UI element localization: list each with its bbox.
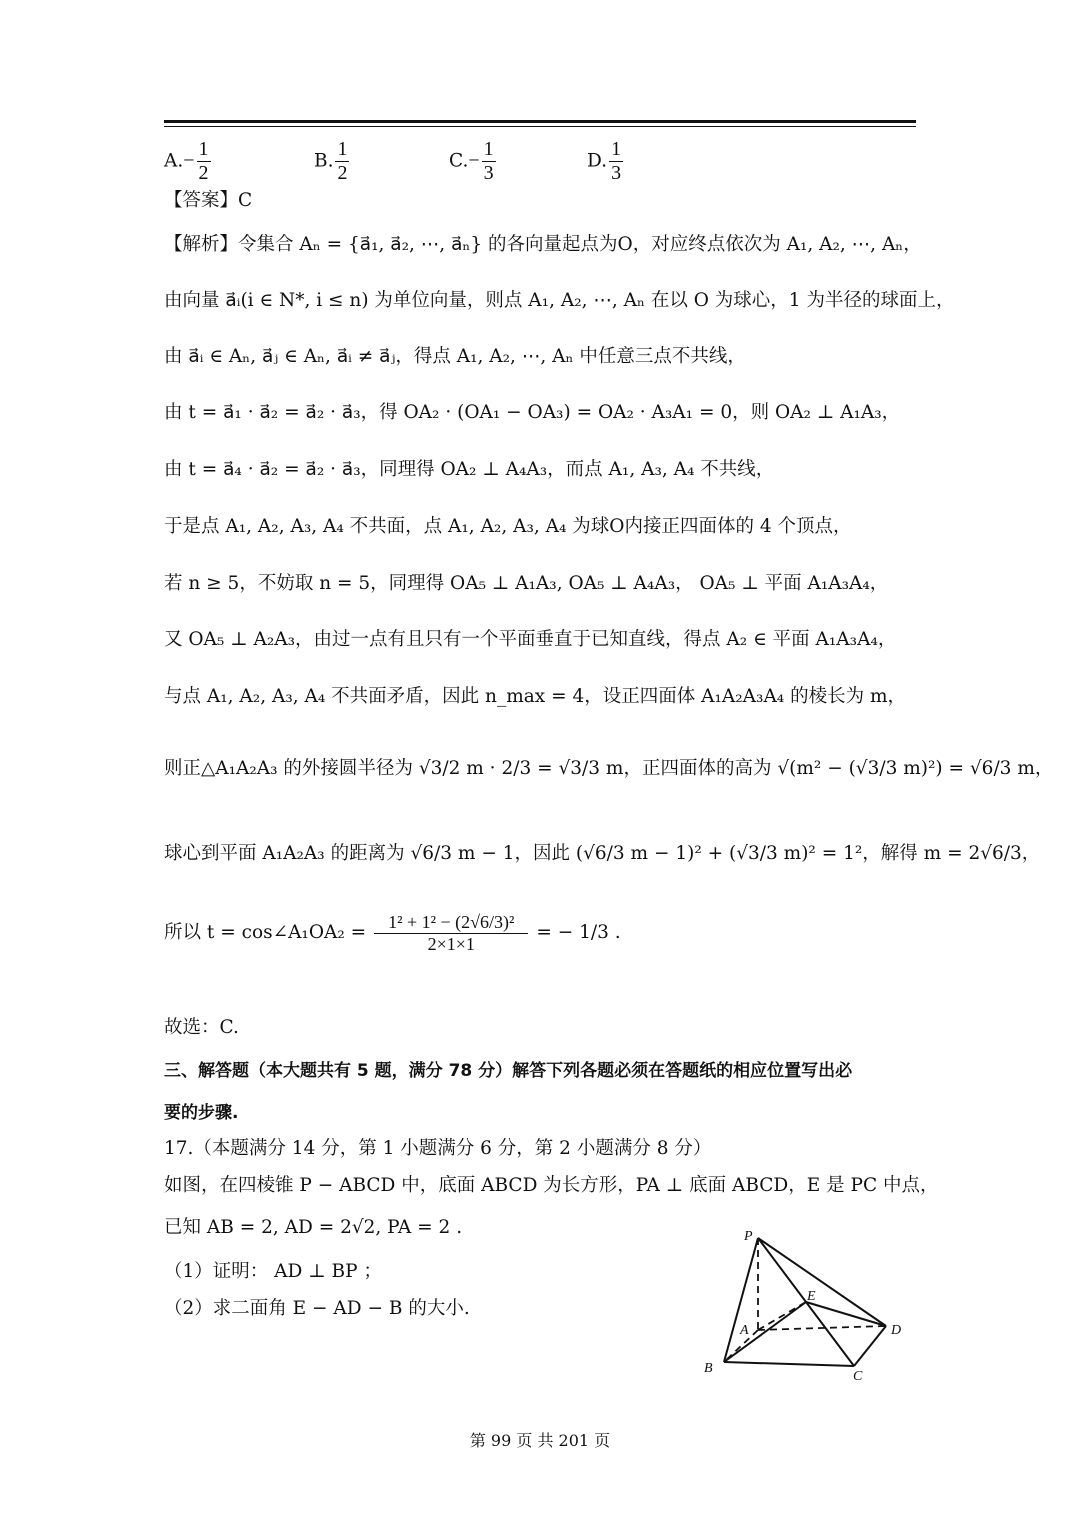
edge-PB bbox=[724, 1238, 758, 1362]
q17-part-1: （1）证明： AD ⊥ BP ； bbox=[164, 1261, 382, 1282]
analysis-line-2: 由向量 a⃗ᵢ(i ∈ N*, i ≤ n) 为单位向量，则点 A₁, A₂, ⋯, Aₙ 在以 O 为球心，1 为半径的球面上， bbox=[164, 290, 955, 311]
choice-a-label: A. bbox=[164, 150, 184, 172]
cos-formula-denominator: 2×1×1 bbox=[427, 933, 475, 954]
cos-formula-suffix: = − 1/3 . bbox=[536, 922, 621, 944]
edge-CD bbox=[854, 1326, 886, 1366]
choice-b-num: 1 bbox=[337, 138, 348, 160]
label-A: A bbox=[740, 1323, 749, 1338]
choice-b-fraction bbox=[335, 138, 349, 185]
analysis-line-11: 球心到平面 A₁A₂A₃ 的距离为 √6/3 m − 1，因此 (√6/3 m − 1)² + (√3/3 m)² = 1²，解得 m = 2√6/3， bbox=[164, 843, 1041, 864]
analysis-line-9: 与点 A₁, A₂, A₃, A₄ 不共面矛盾，因此 n_max = 4，设正四面体 A₁A₂A₃A₄ 的棱长为 m， bbox=[164, 686, 907, 707]
q17-header: 17.（本题满分 14 分，第 1 小题满分 6 分，第 2 小题满分 8 分） bbox=[164, 1138, 712, 1159]
choice-d-label: D. bbox=[587, 150, 608, 172]
choice-b bbox=[314, 138, 351, 185]
edge-ED bbox=[806, 1302, 886, 1326]
choice-c-num: 1 bbox=[483, 138, 494, 160]
choice-a-den: 2 bbox=[198, 162, 209, 184]
choice-a-sign: − bbox=[183, 149, 195, 172]
section-heading-line-1: 三、解答题（本大题共有 5 题，满分 78 分）解答下列各题必须在答题纸的相应位置写出必 bbox=[164, 1061, 853, 1081]
choice-b-den: 2 bbox=[337, 162, 348, 184]
header-rule-thin bbox=[164, 126, 916, 127]
pyramid-figure bbox=[696, 1222, 916, 1382]
edge-AD-hidden bbox=[758, 1326, 886, 1330]
cos-formula-fraction bbox=[374, 912, 528, 954]
analysis-line-6: 于是点 A₁, A₂, A₃, A₄ 不共面，点 A₁, A₂, A₃, A₄ 为球O内接正四面体的 4 个顶点， bbox=[164, 516, 852, 537]
analysis-line-1: 【解析】令集合 Aₙ = {a⃗₁, a⃗₂, ⋯, a⃗ₙ} 的各向量起点为O，对应终点依次为 A₁, A₂, ⋯, Aₙ， bbox=[164, 234, 922, 255]
answer-line: 【答案】C bbox=[164, 190, 253, 211]
choice-a bbox=[164, 138, 213, 185]
edge-BE bbox=[724, 1302, 806, 1362]
analysis-line-7: 若 n ≥ 5，不妨取 n = 5，同理得 OA₅ ⊥ A₁A₃, OA₅ ⊥ A₄A₃， OA₅ ⊥ 平面 A₁A₃A₄， bbox=[164, 573, 889, 594]
choice-c-label: C. bbox=[449, 150, 469, 172]
analysis-line-3: 由 a⃗ᵢ ∈ Aₙ, a⃗ⱼ ∈ Aₙ, a⃗ᵢ ≠ a⃗ⱼ，得点 A₁, A₂, ⋯, Aₙ 中任意三点不共线， bbox=[164, 346, 746, 367]
label-P: P bbox=[744, 1229, 753, 1244]
choice-c-fraction bbox=[482, 138, 496, 185]
section-heading-line-2: 要的步骤. bbox=[164, 1103, 239, 1123]
conclusion-line: 故选：C. bbox=[164, 1017, 239, 1038]
analysis-line-12 bbox=[164, 912, 621, 954]
choice-c-sign: − bbox=[468, 149, 480, 172]
analysis-line-5: 由 t = a⃗₄ · a⃗₂ = a⃗₂ · a⃗₃，同理得 OA₂ ⊥ A₄A₃，而点 A₁, A₃, A₄ 不共线， bbox=[164, 459, 775, 480]
edge-PD bbox=[758, 1238, 886, 1326]
label-C: C bbox=[853, 1369, 863, 1382]
label-B: B bbox=[704, 1361, 713, 1376]
choice-c-den: 3 bbox=[483, 162, 494, 184]
analysis-line-10: 则正△A₁A₂A₃ 的外接圆半径为 √3/2 m · 2/3 = √3/3 m，正四面体的高为 √(m² − (√3/3 m)²) = √6/3 m， bbox=[164, 758, 1054, 779]
q17-stem-2: 已知 AB = 2, AD = 2√2, PA = 2 . bbox=[164, 1217, 463, 1238]
choice-d-fraction bbox=[609, 138, 623, 185]
q17-part-2: （2）求二面角 E − AD − B 的大小. bbox=[164, 1298, 470, 1319]
choice-d bbox=[587, 138, 625, 185]
choice-a-num: 1 bbox=[198, 138, 209, 160]
choice-c bbox=[449, 138, 498, 185]
label-E: E bbox=[807, 1289, 816, 1304]
choice-d-num: 1 bbox=[611, 138, 622, 160]
q17-stem-1: 如图，在四棱锥 P − ABCD 中，底面 ABCD 为长方形，PA ⊥ 底面 ABCD，E 是 PC 中点， bbox=[164, 1175, 939, 1196]
analysis-line-8: 又 OA₅ ⊥ A₂A₃，由过一点有且只有一个平面垂直于已知直线，得点 A₂ ∈ 平面 A₁A₃A₄， bbox=[164, 629, 897, 650]
choice-b-label: B. bbox=[314, 150, 334, 172]
choice-d-den: 3 bbox=[611, 162, 622, 184]
cos-formula-prefix: 所以 t = cos∠A₁OA₂ = bbox=[164, 922, 367, 944]
label-D: D bbox=[891, 1323, 902, 1338]
edge-BC bbox=[724, 1362, 854, 1366]
cos-formula-numerator: 1² + 1² − (2√6/3)² bbox=[374, 912, 528, 934]
analysis-line-4: 由 t = a⃗₁ · a⃗₂ = a⃗₂ · a⃗₃，得 OA₂ · (OA₁ − OA₃) = OA₂ · A₃A₁ = 0，则 OA₂ ⊥ A₁A₃， bbox=[164, 402, 901, 423]
header-rule-thick bbox=[164, 120, 916, 123]
choice-a-fraction bbox=[197, 138, 211, 185]
page-footer: 第 99 页 共 201 页 bbox=[469, 1431, 611, 1450]
